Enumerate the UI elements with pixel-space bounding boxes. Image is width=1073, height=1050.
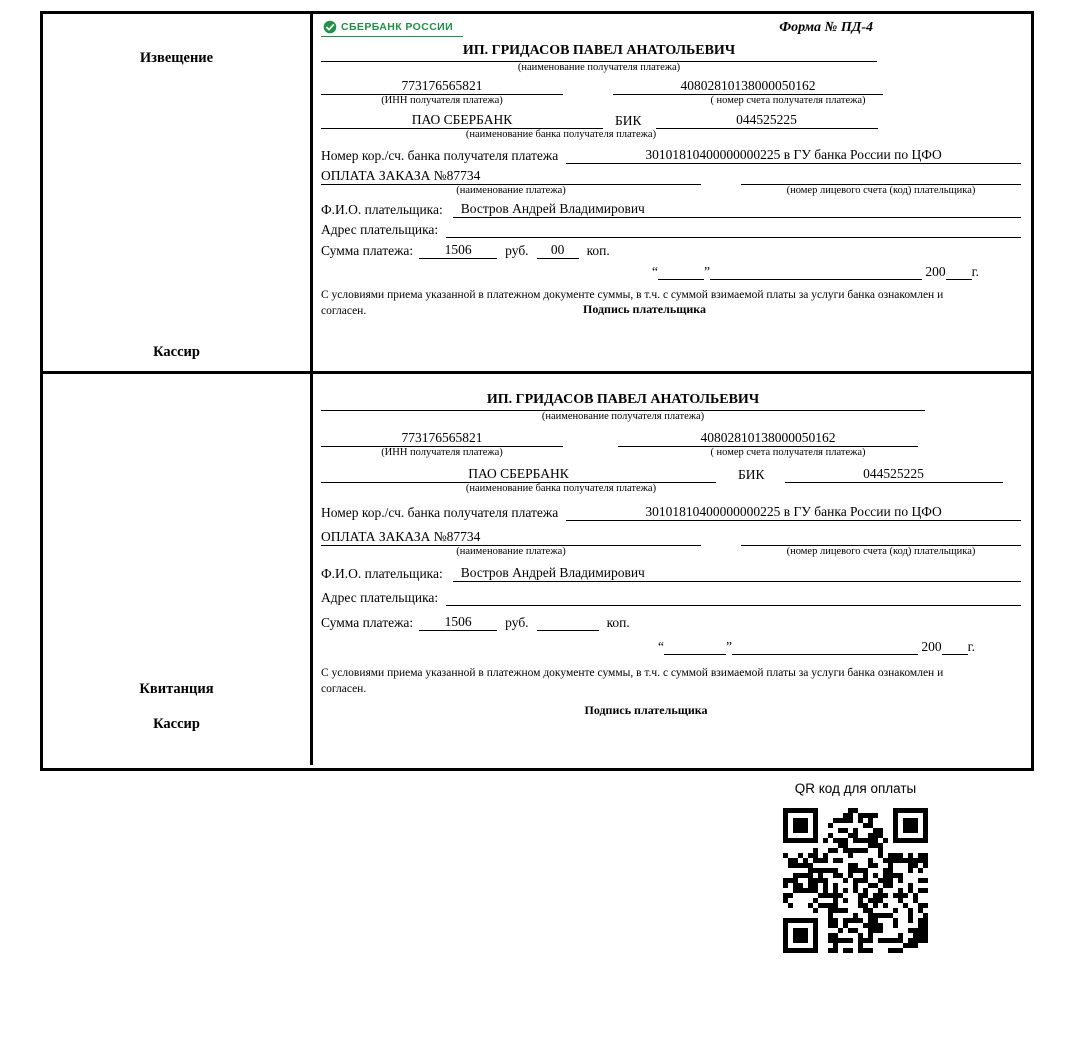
caption-personal-account: (номер лицевого счета (код) плательщика) — [786, 546, 976, 557]
account-value: 40802810138000050162 — [613, 78, 883, 95]
payer-name-row — [321, 201, 1021, 218]
terms-text: С условиями приема указанной в платежном документе суммы, в т.ч. с суммой взимаемой платы за услуги банка ознакомлен и согласен. — [321, 289, 944, 318]
signature-label: Подпись плательщика — [584, 703, 708, 718]
stub-notice-label: Извещение — [139, 50, 214, 66]
notice-stub — [43, 14, 313, 371]
sum-row — [321, 242, 1021, 259]
recipient-name: ИП. ГРИДАСОВ ПАВЕЛ АНАТОЛЬЕВИЧ — [321, 43, 877, 62]
payer-address-row — [321, 590, 1021, 606]
date-close-quote: ” — [703, 264, 710, 279]
caption-recipient: (наименование получателя платежа) — [541, 411, 705, 422]
date-year-suffix: г. — [971, 264, 979, 279]
form-number: Форма № ПД-4 — [779, 20, 873, 35]
rub-label: руб. — [505, 243, 529, 258]
payer-name-value: Востров Андрей Владимирович — [453, 201, 1021, 218]
corr-account-value: 30101810400000000225 в ГУ банка России по ЦФО — [566, 504, 1021, 521]
kop-label: коп. — [586, 243, 610, 258]
personal-account-field — [741, 169, 1021, 185]
sum-kop-value — [537, 615, 599, 631]
sum-rub-value: 1506 — [419, 242, 497, 259]
bik-label: БИК — [615, 113, 642, 128]
notice-section — [43, 14, 1031, 374]
payer-name-row — [321, 565, 1021, 582]
caption-payment-name: (наименование платежа) — [456, 185, 566, 196]
date-row — [321, 639, 1021, 655]
date-close-quote: ” — [725, 639, 732, 654]
payer-address-label: Адрес плательщика: — [321, 590, 439, 605]
qr-block — [783, 781, 928, 953]
sum-label: Сумма платежа: — [321, 615, 414, 630]
date-day-field — [664, 639, 726, 655]
bik-value: 044525225 — [785, 466, 1003, 483]
notice-content — [313, 14, 1031, 371]
payment-purpose-row — [321, 168, 1021, 185]
date-year-field — [946, 264, 972, 280]
payment-purpose-value: ОПЛАТА ЗАКАЗА №87734 — [321, 529, 701, 546]
date-month-field — [732, 639, 918, 655]
date-open-quote: “ — [651, 264, 658, 279]
payer-address-row — [321, 222, 1021, 238]
kop-label: коп. — [606, 615, 630, 630]
caption-account: ( номер счета получателя платежа) — [710, 95, 866, 106]
terms-block — [321, 665, 971, 697]
caption-bank-name: (наименование банка получателя платежа) — [465, 483, 657, 494]
sberbank-logo — [321, 19, 463, 37]
payer-name-value: Востров Андрей Владимирович — [453, 565, 1021, 582]
stub-cashier-label: Кассир — [153, 344, 200, 360]
caption-recipient: (наименование получателя платежа) — [517, 62, 681, 73]
inn-value: 773176565821 — [321, 430, 563, 447]
payer-address-field — [446, 590, 1021, 606]
date-open-quote: “ — [657, 639, 664, 654]
purpose-captions-row — [321, 185, 1021, 196]
bank-name-value: ПАО СБЕРБАНК — [321, 112, 603, 129]
sum-kop-value: 00 — [537, 242, 579, 259]
stub-cashier-label: Кассир — [153, 716, 200, 732]
corr-account-label: Номер кор./сч. банка получателя платежа — [321, 505, 559, 520]
rub-label: руб. — [505, 615, 529, 630]
caption-bank-name: (наименование банка получателя платежа) — [465, 129, 657, 140]
payment-form-pd4 — [40, 11, 1034, 771]
recipient-name: ИП. ГРИДАСОВ ПАВЕЛ АНАТОЛЬЕВИЧ — [321, 392, 925, 411]
bank-name-value: ПАО СБЕРБАНК — [321, 466, 716, 483]
payer-name-label: Ф.И.О. плательщика: — [321, 566, 443, 581]
date-century: 200 — [925, 264, 946, 279]
stub-receipt-label: Квитанция — [139, 681, 214, 697]
signature-label: Подпись плательщика — [583, 302, 706, 317]
personal-account-field — [741, 530, 1021, 546]
receipt-stub — [43, 374, 313, 765]
bank-row — [321, 112, 1021, 129]
header-row — [321, 19, 1021, 43]
receipt-content — [313, 374, 1031, 765]
payer-address-label: Адрес плательщика: — [321, 222, 439, 237]
caption-payment-name: (наименование платежа) — [456, 546, 566, 557]
date-year-suffix: г. — [967, 639, 975, 654]
bank-row — [321, 466, 1021, 483]
purpose-captions-row — [321, 546, 1021, 557]
corr-account-value: 30101810400000000225 в ГУ банка России по ЦФО — [566, 147, 1021, 164]
sberbank-icon — [323, 20, 337, 34]
date-century: 200 — [921, 639, 942, 654]
terms-text: С условиями приема указанной в платежном документе суммы, в т.ч. с суммой взимаемой платы за услуги банка ознакомлен и согласен. — [321, 667, 944, 696]
payer-name-label: Ф.И.О. плательщика: — [321, 202, 443, 217]
sum-rub-value: 1506 — [419, 614, 497, 631]
inn-account-row — [321, 430, 1021, 447]
bik-value: 044525225 — [656, 112, 878, 129]
inn-account-row — [321, 78, 1021, 95]
corr-account-row — [321, 504, 1021, 521]
terms-block — [321, 287, 971, 319]
qr-label: QR код для оплаты — [794, 781, 917, 796]
payment-purpose-value: ОПЛАТА ЗАКАЗА №87734 — [321, 168, 701, 185]
caption-inn: (ИНН получателя платежа) — [381, 95, 503, 106]
date-year-field — [942, 639, 968, 655]
date-day-field — [658, 264, 704, 280]
sum-row — [321, 614, 1021, 631]
qr-code — [783, 808, 928, 953]
caption-inn: (ИНН получателя платежа) — [381, 447, 503, 458]
payer-address-field — [446, 222, 1021, 238]
inn-account-captions — [321, 95, 1021, 106]
inn-value: 773176565821 — [321, 78, 563, 95]
payment-purpose-row — [321, 529, 1021, 546]
date-row — [321, 264, 1021, 280]
caption-personal-account: (номер лицевого счета (код) плательщика) — [786, 185, 976, 196]
account-value: 40802810138000050162 — [618, 430, 918, 447]
bik-label: БИК — [738, 467, 765, 482]
date-month-field — [710, 264, 922, 280]
receipt-section — [43, 374, 1031, 765]
inn-account-captions — [321, 447, 1021, 458]
caption-account: ( номер счета получателя платежа) — [710, 447, 866, 458]
sberbank-logo-text: СБЕРБАНК РОССИИ — [341, 21, 454, 33]
corr-account-row — [321, 147, 1021, 164]
corr-account-label: Номер кор./сч. банка получателя платежа — [321, 148, 559, 163]
sum-label: Сумма платежа: — [321, 243, 414, 258]
